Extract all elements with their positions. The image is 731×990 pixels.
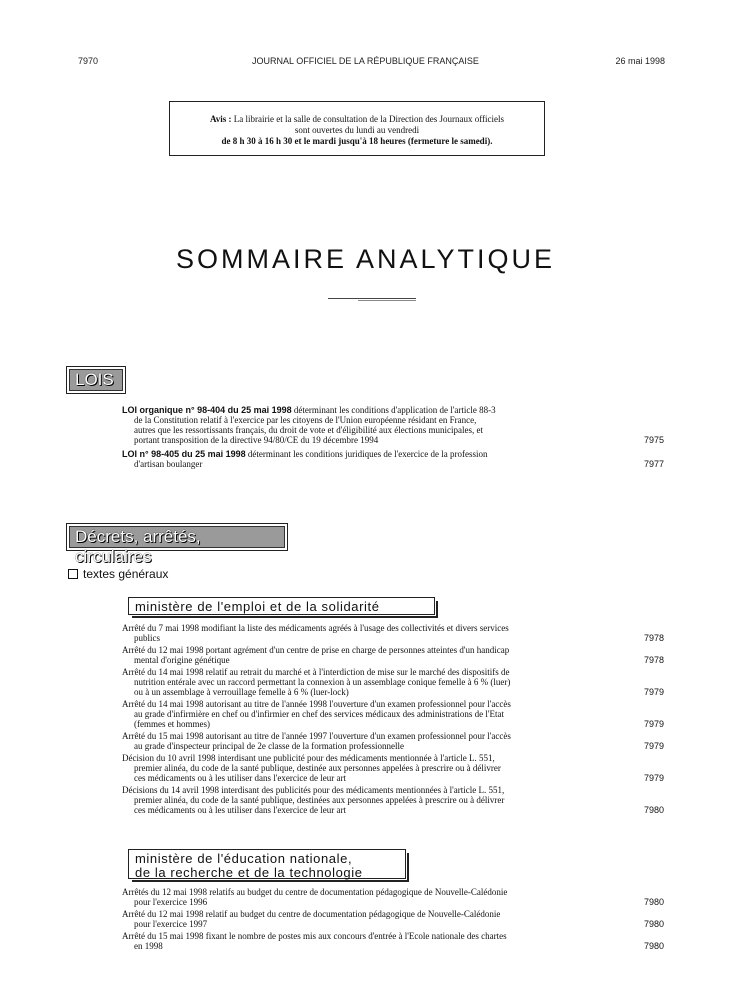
entry-page-number: 7980	[643, 919, 664, 929]
section-label-lois: LOIS	[69, 369, 123, 391]
entry-text: déterminant les conditions juridiques de l'exercice de la profession	[247, 449, 488, 459]
list-item[interactable]	[122, 667, 664, 697]
subsection-textes-generaux	[68, 567, 168, 581]
entry-title: LOI n° 98-405 du 25 mai 1998	[122, 449, 246, 459]
list-item[interactable]	[122, 405, 664, 445]
list-item[interactable]	[122, 931, 664, 951]
entry-page-number: 7977	[643, 459, 664, 469]
entry-text-cont: en 1998	[134, 941, 163, 951]
entry-page-number: 7978	[643, 633, 664, 643]
entry-page-number: 7980	[643, 805, 664, 815]
avis-notice-box	[169, 101, 545, 156]
entry-page-number: 7975	[643, 435, 664, 445]
avis-line-2: sont ouvertes du lundi au vendredi	[294, 125, 420, 135]
entry-text-cont: au grade d'inspecteur principal de 2e classe de la formation professionnelle	[134, 741, 405, 751]
entry-text: Arrêté du 12 mai 1998 portant agrément d'un centre de prise en charge de personnes atteintes d'un handicap	[122, 645, 510, 655]
entry-text-cont: pour l'exercice 1997	[134, 919, 208, 929]
entry-page-number: 7980	[643, 941, 664, 951]
entry-text: Arrêtés du 12 mai 1998 relatifs au budget du centre de documentation pédagogique de Nouvelle-Calédonie	[122, 887, 508, 897]
entry-page-number: 7979	[643, 741, 664, 751]
entry-text: Arrêté du 14 mai 1998 autorisant au titre de l'année 1998 l'ouverture d'un examen professionnel pour l'accès	[122, 699, 511, 709]
title-separator-secondary	[358, 300, 416, 301]
journal-title: JOURNAL OFFICIEL DE LA RÉPUBLIQUE FRANÇAISE	[252, 56, 479, 66]
entry-page-number: 7979	[643, 719, 664, 729]
entry-text: Arrêté du 14 mai 1998 relatif au retrait du marché et à l'interdiction de mise sur le marché des dispositifs de	[122, 667, 510, 677]
entry-text-cont: au grade d'infirmière en chef ou d'infirmier en chef des services médicaux des administrations de l'Etat	[134, 709, 504, 719]
entry-text-cont: nutrition entérale avec un raccord permettant la connexion à un assemblage conique femelle à 6 % (luer)	[134, 677, 511, 687]
list-item[interactable]	[122, 449, 664, 469]
entry-text-cont: pour l'exercice 1996	[134, 897, 208, 907]
entry-text: Décisions du 14 avril 1998 interdisant des publicités pour des médicaments mentionnées à l'article L. 551,	[122, 785, 505, 795]
entry-text: Arrêté du 7 mai 1998 modifiant la liste des médicaments agréés à l'usage des collectivités et divers services	[122, 623, 509, 633]
entry-text-cont: ces médicaments ou à les utiliser dans l'exercice de leur art	[134, 773, 347, 783]
entry-text-cont: autres que les ressortissants français, du droit de vote et d'éligibilité aux élections municipales, et	[134, 425, 484, 435]
page-title: SOMMAIRE ANALYTIQUE	[175, 244, 556, 274]
list-item[interactable]	[122, 909, 664, 929]
list-item[interactable]	[122, 623, 664, 643]
subsection-label: textes généraux	[83, 567, 169, 581]
entry-page-number: 7980	[643, 897, 664, 907]
entry-page-number: 7979	[643, 773, 664, 783]
entry-page-number: 7979	[643, 687, 664, 697]
list-item[interactable]	[122, 731, 664, 751]
ministry-heading-education	[128, 849, 406, 879]
entry-text: Décision du 10 avril 1998 interdisant une publicité pour des médicaments mentionnée à l'article L. 551,	[122, 753, 495, 763]
entry-text: Arrêté du 15 mai 1998 autorisant au titre de l'année 1997 l'ouverture d'un examen professionnel pour l'accès	[122, 731, 511, 741]
list-item[interactable]	[122, 785, 664, 815]
entry-title: LOI organique n° 98-404 du 25 mai 1998	[122, 405, 292, 415]
entry-text-cont: de la Constitution relatif à l'exercice par les citoyens de l'Union européenne résidant en France,	[134, 415, 477, 425]
ministry-label-line-2: de la recherche et de la technologie	[135, 865, 363, 880]
list-item[interactable]	[122, 887, 664, 907]
entry-text-cont: publics	[134, 633, 160, 643]
education-entry-list	[122, 887, 664, 953]
avis-label: Avis :	[209, 114, 232, 124]
page-number: 7970	[78, 56, 99, 66]
checkbox-bullet-icon	[68, 569, 78, 579]
emploi-entry-list	[122, 623, 664, 817]
entry-text-cont: premier alinéa, du code de la santé publique, destinées aux personnes appelées à prescrire ou à délivrer	[134, 795, 505, 805]
entry-text-cont: premier alinéa, du code de la santé publique, destinée aux personnes appelées à prescrire ou à délivrer	[134, 763, 501, 773]
entry-text-cont: d'artisan boulanger	[134, 459, 203, 469]
ministry-heading-emploi	[128, 597, 435, 615]
section-label-decrets: Décrets, arrêtés, circulaires	[69, 526, 285, 548]
ministry-label-line-1: ministère de l'éducation nationale,	[135, 851, 353, 866]
avis-line-3: de 8 h 30 à 16 h 30 et le mardi jusqu'à 18 heures (fermeture le samedi).	[221, 136, 493, 146]
entry-text: déterminant les conditions d'application de l'article 88-3	[293, 405, 496, 415]
entry-text-cont: (femmes et hommes)	[134, 719, 210, 729]
entry-text-cont: mental d'origine génétique	[134, 655, 230, 665]
ministry-label: ministère de l'emploi et de la solidarité	[135, 599, 380, 614]
section-heading-lois	[66, 366, 126, 394]
entry-text-cont: portant transposition de la directive 94/80/CE du 19 décembre 1994	[134, 435, 379, 445]
title-separator	[328, 298, 416, 299]
section-heading-decrets	[66, 523, 288, 566]
list-item[interactable]	[122, 753, 664, 783]
list-item[interactable]	[122, 645, 664, 665]
entry-text-cont: ces médicaments ou à les utiliser dans l'exercice de leur art	[134, 805, 347, 815]
avis-line-1: La librairie et la salle de consultation de la Direction des Journaux officiels	[233, 114, 505, 124]
lois-entry-list	[122, 405, 664, 471]
entry-text-cont: ou à un assemblage à verrouillage femelle à 6 % (luer-lock)	[134, 687, 349, 697]
entry-text: Arrêté du 12 mai 1998 relatif au budget du centre de documentation pédagogique de Nouvelle-Calédonie	[122, 909, 501, 919]
entry-text: Arrêté du 15 mai 1998 fixant le nombre de postes mis aux concours d'entrée à l'Ecole nationale des chartes	[122, 931, 507, 941]
entry-page-number: 7978	[643, 655, 664, 665]
list-item[interactable]	[122, 699, 664, 729]
issue-date: 26 mai 1998	[615, 56, 665, 66]
